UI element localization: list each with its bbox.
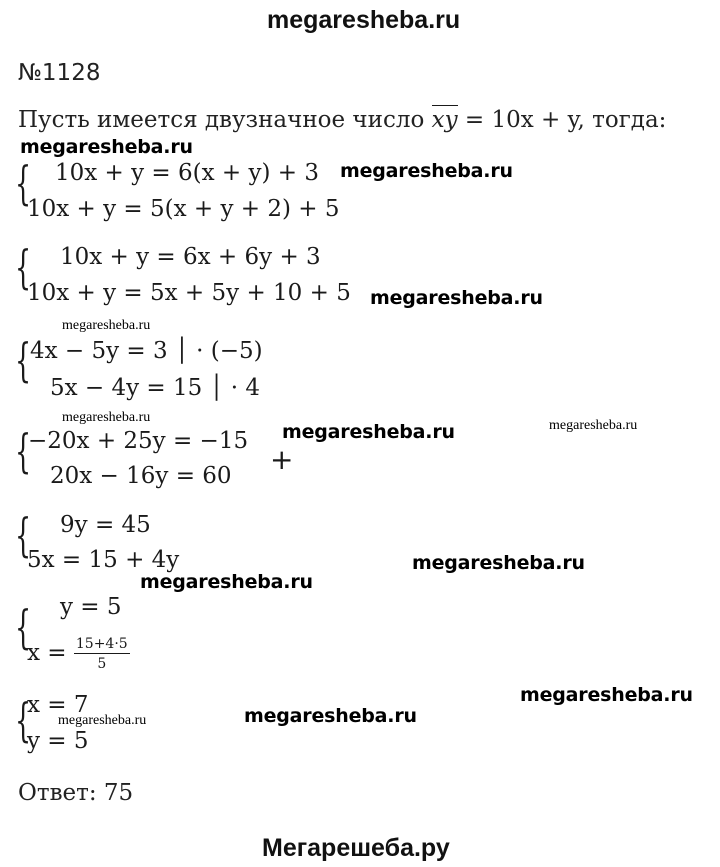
system-brace: { — [15, 693, 32, 747]
system4-line1: −20x + 25y = −15 — [28, 428, 249, 454]
system7-line2: y = 5 — [27, 728, 89, 754]
watermark-small: megaresheba.ru — [58, 713, 147, 728]
system2-line1: 10x + y = 6x + 6y + 3 — [60, 244, 321, 270]
plus-sign: + — [270, 443, 294, 476]
system-brace: { — [15, 508, 32, 562]
watermark: megaresheba.ru — [520, 684, 693, 706]
site-footer: Мегарешеба.ру — [262, 834, 450, 862]
watermark: megaresheba.ru — [244, 705, 417, 727]
watermark: megaresheba.ru — [412, 552, 585, 574]
site-header: megaresheba.ru — [267, 6, 461, 34]
system5-line2: 5x = 15 + 4y — [27, 547, 180, 573]
intro-line — [18, 107, 666, 133]
watermark-small: megaresheba.ru — [62, 318, 151, 333]
watermark-small: megaresheba.ru — [62, 410, 151, 425]
watermark: megaresheba.ru — [370, 287, 543, 309]
system-brace: { — [15, 156, 32, 210]
watermark: megaresheba.ru — [282, 421, 455, 443]
fraction-numerator: 15+4·5 — [75, 636, 128, 652]
system-brace: { — [15, 424, 32, 478]
system2-line2: 10x + y = 5x + 5y + 10 + 5 — [27, 280, 351, 306]
system-brace: { — [15, 333, 32, 387]
watermark: megaresheba.ru — [340, 160, 513, 182]
fraction-denominator: 5 — [97, 656, 107, 672]
system3-line2: 5x − 4y = 15 │ · 4 — [50, 375, 261, 401]
system6-line2-prefix: x = — [27, 640, 67, 666]
watermark-small: megaresheba.ru — [549, 418, 638, 433]
system1-line1: 10x + y = 6(x + y) + 3 — [55, 160, 319, 186]
intro-rest: = 10x + y, тогда: — [464, 107, 667, 133]
system4-line2: 20x − 16y = 60 — [50, 463, 232, 489]
watermark: megaresheba.ru — [140, 571, 313, 593]
fraction — [74, 636, 130, 672]
watermark: megaresheba.ru — [20, 136, 193, 158]
system-brace: { — [15, 600, 32, 654]
system6-line1: y = 5 — [60, 594, 122, 620]
system3-line1: 4x − 5y = 3 │ · (−5) — [30, 338, 263, 364]
answer: Ответ: 75 — [18, 780, 134, 806]
system6-line2 — [27, 636, 130, 672]
overline-number: xy — [431, 107, 458, 133]
system1-line2: 10x + y = 5(x + y + 2) + 5 — [27, 196, 340, 222]
intro-text: Пусть имеется двузначное число — [18, 107, 425, 133]
system-brace: { — [15, 240, 32, 294]
system5-line1: 9y = 45 — [60, 512, 151, 538]
system7-line1: x = 7 — [27, 692, 89, 718]
task-number: №1128 — [18, 60, 101, 86]
